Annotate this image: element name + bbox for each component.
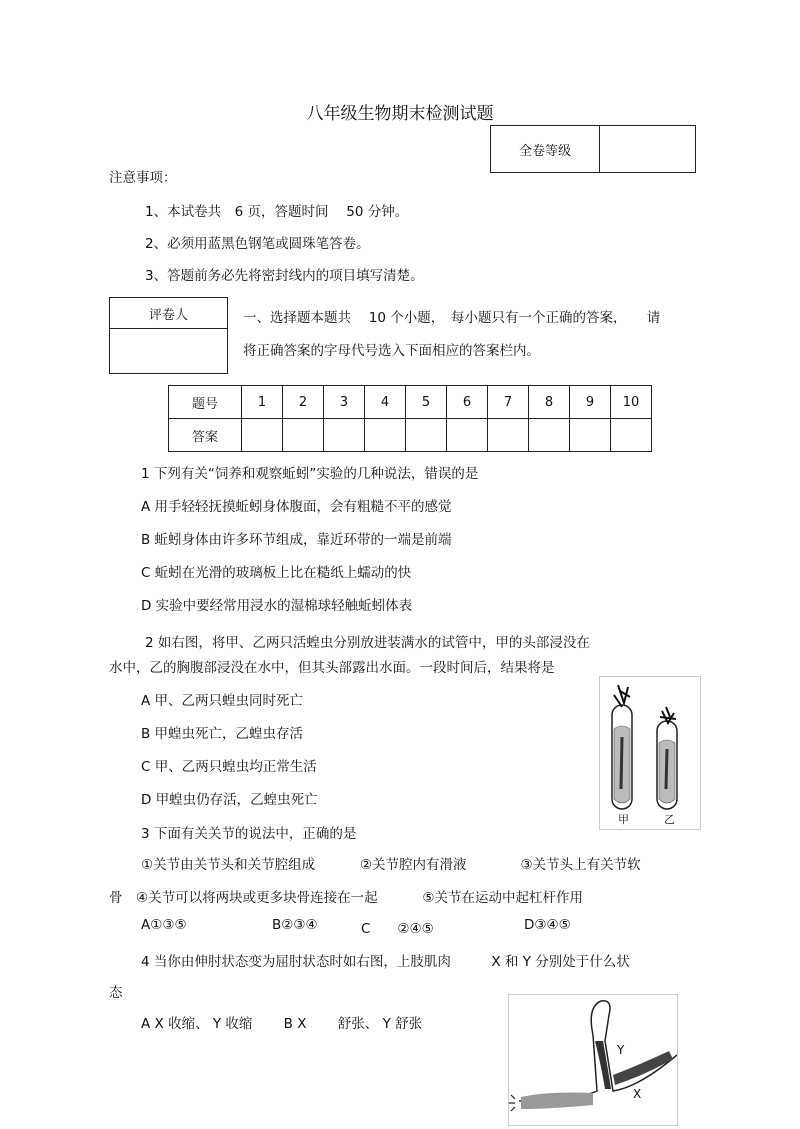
question-number: 1 bbox=[242, 386, 283, 419]
answer-grid bbox=[168, 385, 652, 452]
notice-item: 2、必须用蓝黑色钢笔或圆珠笔答卷。 bbox=[145, 236, 370, 252]
question-number: 5 bbox=[406, 386, 447, 419]
grade-label: 全卷等级 bbox=[491, 126, 600, 173]
notice-item: 3、答题前务必先将密封线内的项目填写清楚。 bbox=[145, 268, 424, 284]
notice-heading: 注意事项： bbox=[109, 170, 177, 186]
question-number: 9 bbox=[570, 386, 611, 419]
q2-option-a: A 甲、乙两只蝗虫同时死亡 bbox=[141, 693, 304, 709]
row-label-number: 题号 bbox=[169, 386, 242, 419]
q4-stem: 4 当你由伸肘状态变为屈肘状态时如右图，上肢肌肉 X 和 Y 分别处于什么状 bbox=[141, 954, 630, 970]
q1-option-c: C 蚯蚓在光滑的玻璃板上比在糙纸上蠕动的快 bbox=[141, 565, 412, 581]
grade-value-cell[interactable] bbox=[600, 126, 696, 173]
question-number: 8 bbox=[529, 386, 570, 419]
grade-box bbox=[490, 125, 696, 173]
muscle-label-y: Y bbox=[617, 1043, 625, 1057]
q3-option-c: C ②④⑤ bbox=[361, 921, 434, 937]
test-tube-illustration bbox=[600, 677, 700, 829]
answer-cell[interactable] bbox=[324, 419, 365, 452]
q3-option-d: D③④⑤ bbox=[524, 917, 571, 933]
q1-option-a: A 用手轻轻抚摸蚯蚓身体腹面，会有粗糙不平的感觉 bbox=[141, 499, 452, 515]
tube-label-yi: 乙 bbox=[664, 813, 675, 826]
answer-cell[interactable] bbox=[529, 419, 570, 452]
q1-stem: 1 下列有关“饲养和观察蚯蚓”实验的几种说法，错误的是 bbox=[141, 466, 479, 482]
q2-option-c: C 甲、乙两只蝗虫均正常生活 bbox=[141, 759, 317, 775]
q1-option-b: B 蚯蚓身体由许多环节组成，靠近环带的一端是前端 bbox=[141, 532, 452, 548]
question-number: 7 bbox=[488, 386, 529, 419]
tube-label-jia: 甲 bbox=[618, 813, 629, 826]
page-title: 八年级生物期末检测试题 bbox=[306, 104, 494, 124]
answer-cell[interactable] bbox=[611, 419, 652, 452]
q2-stem-cont: 水中，乙的胸腹部浸没在水中，但其头部露出水面。一段时间后，结果将是 bbox=[109, 660, 555, 676]
grader-value-cell[interactable] bbox=[110, 329, 228, 374]
q3-statements: ①关节由关节头和关节腔组成 ②关节腔内有滑液 ③关节头上有关节软 bbox=[141, 857, 641, 873]
grader-box bbox=[109, 297, 228, 374]
q3-stem: 3 下面有关关节的说法中，正确的是 bbox=[141, 826, 357, 842]
q2-stem: 2 如右图，将甲、乙两只活蝗虫分别放进装满水的试管中，甲的头部浸没在 bbox=[145, 635, 590, 651]
question-number: 2 bbox=[283, 386, 324, 419]
section1-instruction: 一、选择题本题共 10 个小题， 每小题只有一个正确的答案， 请 bbox=[243, 310, 661, 326]
grader-label: 评卷人 bbox=[110, 298, 228, 329]
answer-cell[interactable] bbox=[488, 419, 529, 452]
answer-cell[interactable] bbox=[570, 419, 611, 452]
q3-option-b: B②③④ bbox=[272, 917, 318, 933]
arm-muscle-illustration bbox=[509, 995, 677, 1125]
answer-cell[interactable] bbox=[242, 419, 283, 452]
q3-statements-cont: 骨 ④关节可以将两块或更多块骨连接在一起 ⑤关节在运动中起杠杆作用 bbox=[109, 890, 583, 906]
question-number: 4 bbox=[365, 386, 406, 419]
locust-test-tube-figure bbox=[599, 676, 701, 830]
q3-option-a: A①③⑤ bbox=[141, 917, 187, 933]
row-label-answer: 答案 bbox=[169, 419, 242, 452]
question-number: 6 bbox=[447, 386, 488, 419]
answer-cell[interactable] bbox=[365, 419, 406, 452]
answer-cell[interactable] bbox=[406, 419, 447, 452]
q2-option-d: D 甲蝗虫仍存活，乙蝗虫死亡 bbox=[141, 792, 318, 808]
muscle-label-x: X bbox=[633, 1087, 642, 1101]
section1-instruction-cont: 将正确答案的字母代号选入下面相应的答案栏内。 bbox=[243, 343, 540, 359]
answer-cell[interactable] bbox=[447, 419, 488, 452]
q4-options: A X 收缩、 Y 收缩 B X 舒张、 Y 舒张 bbox=[141, 1016, 423, 1032]
q1-option-d: D 实验中要经常用浸水的湿棉球轻触蚯蚓体表 bbox=[141, 598, 413, 614]
q2-option-b: B 甲蝗虫死亡，乙蝗虫存活 bbox=[141, 726, 304, 742]
notice-item: 1、本试卷共 6 页，答题时间 50 分钟。 bbox=[145, 204, 409, 220]
answer-cell[interactable] bbox=[283, 419, 324, 452]
q4-stem-cont: 态 bbox=[109, 985, 123, 1001]
question-number: 3 bbox=[324, 386, 365, 419]
elbow-flexion-figure bbox=[508, 994, 678, 1126]
question-number: 10 bbox=[611, 386, 652, 419]
